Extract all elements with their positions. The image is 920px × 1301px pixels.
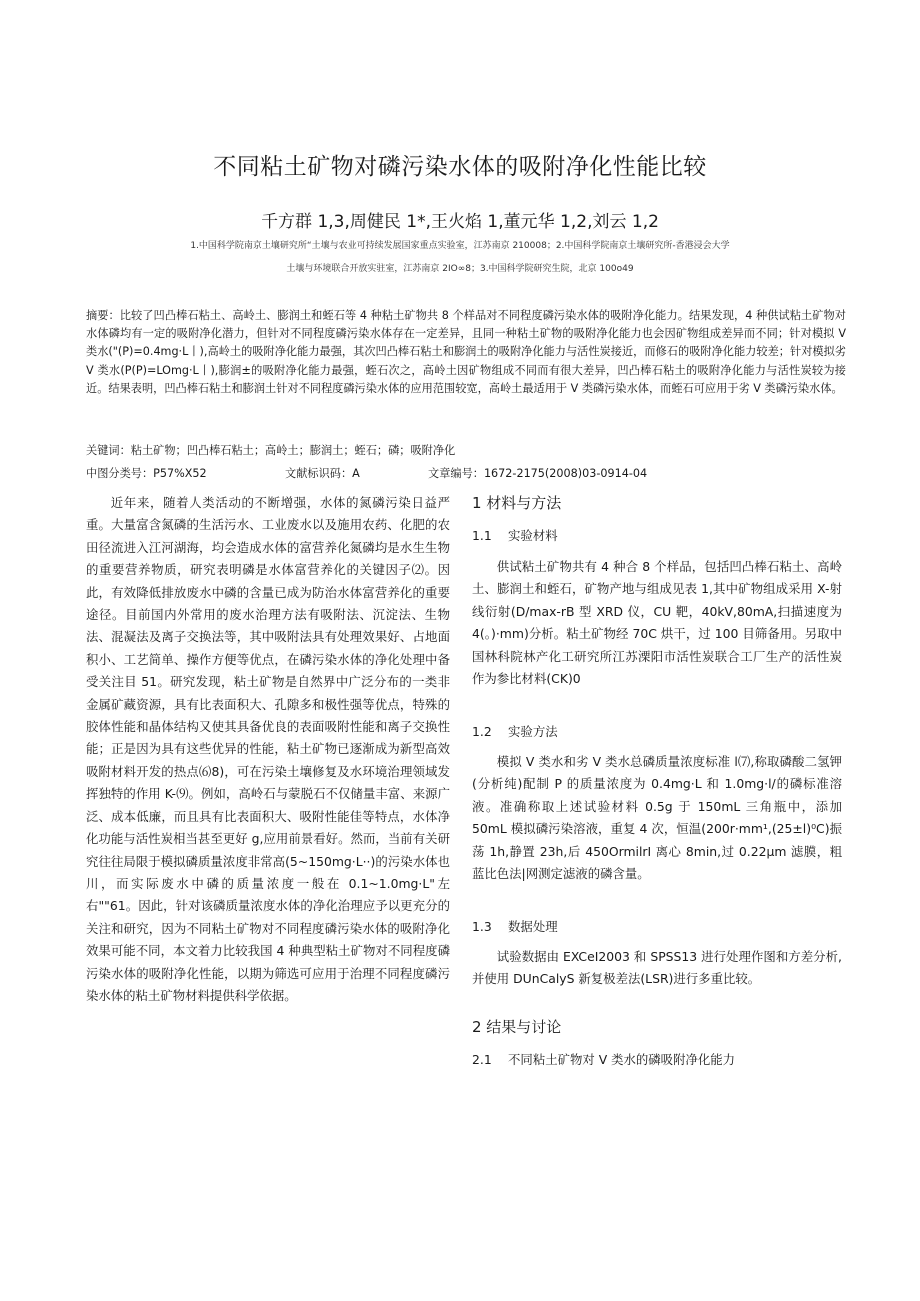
author-list: 千方群 1,3,周健民 1*,王火焰 1,董元华 1,2,刘云 1,2	[261, 212, 659, 232]
subsection-1-1-heading: 1.1 实验材料	[472, 528, 558, 543]
article-number: 文章编号：1672-2175(2008)03-0914-04	[428, 467, 648, 480]
affiliation-line-1: 1.中国科学院南京土壤研究所“土壤与农业可持续发展国家重点实验室，江苏南京 210008；2.中国科学院南京土壤研究所-香港浸会大学	[190, 241, 730, 251]
subsection-1-1-text: 供试粘土矿物共有 4 种合 8 个样品，包括凹凸棒石粘土、高岭土、膨润土和蛭石，矿物产地与组成见表 1,其中矿物组成采用 X-射线衍射(D/max-rB 型 XRD 仪，CU 靶，40kV,80mA,扫描速度为 4(。)·mm)分析。粘土矿物经 70C 烘干，过 100 目筛备用。另取中国林科院林产化工研究所江苏溧阳市活性炭联合工厂生产的活性炭作为参比材料(CK)0	[472, 559, 842, 687]
intro-paragraph: 近年来，随着人类活动的不断增强，水体的氮磷污染日益严重。大量富含氮磷的生活污水、工业废水以及施用农药、化肥的农田径流进入江河湖海，均会造成水体的富营养化氮磷均是水生生物的重要营养物质，研究表明磷是水体富营养化的关键因子⑵。因此，有效降低排放废水中磷的含量已成为防治水体富营养化的重要途径。目前国内外常用的废水治理方法有吸附法、沉淀法、生物法、混凝法及离子交换法等，其中吸附法具有处理效果好、占地面积小、工艺简单、操作方便等优点，在磷污染水体的净化处理中备受关注目 51。研究发现，粘土矿物是自然界中广泛分布的一类非金属矿藏资源，具有比表面积大、孔隙多和极性强等优点，特殊的胶体性能和晶体结构又使其具备优良的表面吸附性能和离子交换性能；正是因为具有这些优异的性能，粘土矿物已逐渐成为新型高效吸附材料开发的热点⑹8)，可在污染土壤修复及水环境治理领域发挥独特的作用 K-⑼。例如，高岭石与蒙脱石不仅储量丰富、来源广泛、成本低廉，而且具有比表面积大、吸附性能佳等特点，水体净化功能与活性炭相当甚至更好 g,应用前景看好。然而，当前有关研究往往局限于模拟磷质量浓度非常高(5~150mg·L··)的污染水体也川，而实际废水中磷的质量浓度一般在 0.1~1.0mg·L"左右""61。因此，针对该磷质量浓度水体的净化治理应予以更充分的关注和研究，因为不同粘土矿物对不同程度磷污染水体的吸附净化效果可能不同，本文着力比较我国 4 种典型粘土矿物对不同程度磷污染水体的吸附净化性能，以期为筛选可应用于治理不同程度磷污染水体的粘土矿物材料提供科学依据。	[86, 495, 450, 1003]
document-code: 文献标识码：A	[285, 467, 360, 480]
section-1-heading: 1 材料与方法	[472, 494, 562, 512]
subsection-2-1-heading: 2.1 不同粘土矿物对 V 类水的磷吸附净化能力	[472, 1052, 736, 1067]
class-number: 中图分类号：P57%X52	[86, 467, 207, 480]
section-2-heading: 2 结果与讨论	[472, 1018, 562, 1036]
subsection-1-3-heading: 1.3 数据处理	[472, 919, 558, 934]
keywords: 关键词：粘土矿物；凹凸棒石粘土；高岭土；膨润土；蛭石；磷；吸附净化	[86, 444, 456, 457]
subsection-1-2-heading: 1.2 实验方法	[472, 724, 558, 739]
affiliation-line-2: 土壤与环境联合开放实驻室，江苏南京 2IO∞8；3.中国科学院研究生院，北京 100o49	[286, 264, 634, 274]
subsection-1-2-text: 模拟 V 类水和劣 V 类水总磷质量浓度标准 l⑺,称取磷酸二氢钾(分析纯)配制 P 的质量浓度为 0.4mg·L 和 1.0mg·l/的磷标准溶液。准确称取上述试验材料 0.5g 于 150mL 三角瓶中，添加 50mL 模拟磷污染溶液，重复 4 次，恒温(200r·mm¹,(25±l)⁰C)振荡 1h,静置 23h,后 450OrmilrI 离心 8min,过 0.22μm 滤膜，粗蓝比色法|网测定滤液的磷含量。	[472, 754, 842, 882]
abstract: 摘要：比较了凹凸棒石粘土、高岭土、膨润土和蛭石等 4 种粘土矿物共 8 个样品对不同程度磷污染水体的吸附净化能力。结果发现，4 种供试粘土矿物对水体磷均有一定的吸附净化潜力，但针对不同程度磷污染水体存在一定差异，且同一种粘土矿物的吸附净化能力也会因矿物组成差异而不同；针对模拟 V 类水("(P)=0.4mg·L丨),高岭土的吸附净化能力最强，其次凹凸棒石粘土和膨润土的吸附净化能力与活性炭接近，而修石的吸附净化能力较差；针对模拟劣 V 类水(P(P)=LOmg·L丨),膨润±的吸附净化能力最强，蛭石次之，高岭土因矿物组成不同而有很大差异，凹凸棒石粘土的吸附净化能力与活性炭较为接近。结果表明，凹凸棒石粘土和膨润土针对不同程度磷污染水体的应用范围较宽，高岭土最适用于 V 类磷污染水体，而蛭石可应用于劣 V 类磷污染水体。	[86, 309, 846, 395]
left-column	[86, 492, 450, 1007]
subsection-1-3-text: 试验数据由 EXCeI2003 和 SPSS13 进行处理作图和方差分析,并使用 DUnCalyS 新复极差法(LSR)进行多重比较。	[472, 949, 842, 987]
paper-title: 不同粘土矿物对磷污染水体的吸附净化性能比较	[213, 154, 707, 180]
